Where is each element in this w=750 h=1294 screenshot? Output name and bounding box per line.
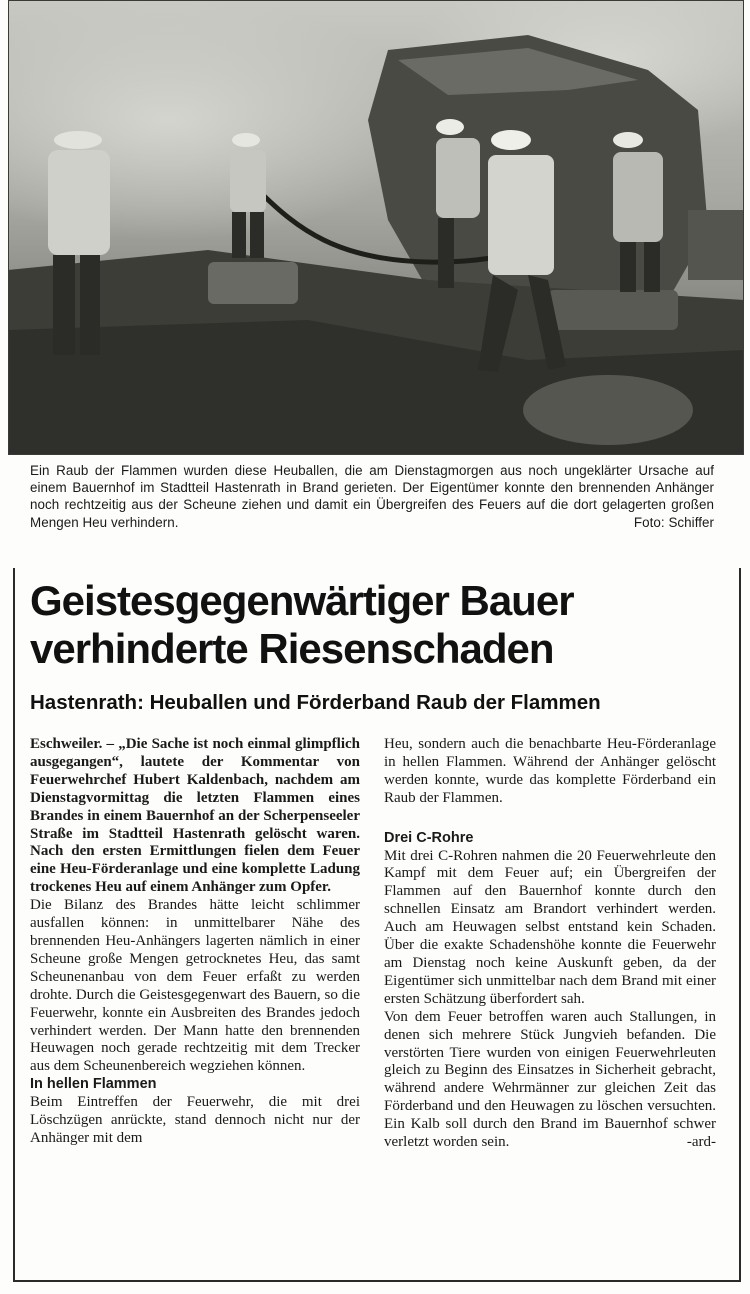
firefighters-hay-fire-image <box>8 0 744 455</box>
article-lead: Eschweiler. – „Die Sache ist noch einmal glimpflich ausgegangen“, lautete der Kommentar von Feuerwehrchef Hubert Kaldenbach, nachdem am Dienstagvormittag die letzten Flammen eines Brandes in einem Bauernhof an der Scherpenseeler Straße im Stadtteil Hastenrath gelöscht waren. Nach den ersten Ermittlungen fielen dem Feuer eine Heu-Förderanlage und eine komplette Ladung trockenes Heu auf einem Anhänger zum Opfer. <box>30 736 360 896</box>
photo-caption <box>30 462 714 531</box>
article-paragraph: Heu, sondern auch die benachbarte Heu-Förderanlage in hellen Flammen. Während der Anhänger gelöscht werden konnte, wurde das komplette Förderband ein Raub der Flammen. <box>384 736 716 806</box>
article-column-left <box>30 736 360 1276</box>
headline: Geistesgegenwärtiger Bauer verhinderte Riesenschaden <box>30 577 574 672</box>
article-paragraph: Mit drei C-Rohren nahmen die 20 Feuerwehrleute den Kampf mit dem Feuer auf; ein Übergreifen der Flammen auf den Bauernhof konnte durch den schnellen Einsatz am Brandort verhindert werden. Auch am Heuwagen selbst entstand kein Schaden. Über die exakte Schadenshöhe konnte die Feuerwehr am Dienstag noch keine Auskunft geben, da der Eigentümer sich unmittelbar nach dem Brand mit einer ersten Schätzung überfordert sah. <box>384 847 716 1007</box>
fire-photo <box>8 0 744 455</box>
article-paragraph: Die Bilanz des Brandes hätte leicht schlimmer ausfallen können: in unmittelbarer Nähe des brennenden Heu-Anhängers lagerten nämlich in einer Scheune große Mengen getrocknetes Heu, das samt Scheunenanbau von dem Feuer erfaßt zu werden drohte. Durch die Geistesgegenwart des Bauern, so die Feuerwehr, konnte ein Ausbreiten des Brandes jedoch verhindert werden. Der Mann hatte den brennenden Heuwagen noch gerade rechtzeitig mit dem Trecker aus dem Scheunenbereich wegziehen können. <box>30 897 360 1075</box>
article-column-right <box>384 736 716 1276</box>
section-heading: Drei C-Rohre <box>384 829 474 846</box>
author-signature: -ard- <box>686 1134 716 1151</box>
article-paragraph: Beim Eintreffen der Feuerwehr, die mit drei Löschzügen anrückte, stand dennoch nicht nur der Anhänger mit dem <box>30 1094 360 1146</box>
article-paragraph: Von dem Feuer betroffen waren auch Stallungen, in denen sich mehrere Stück Jungvieh befanden. Die verstörten Tiere wurden von einigen Feuerwehrleuten gleich zu Beginn des Einsatzes in Sicherheit gebracht, während andere Wehrmänner zur gleichen Zeit das Förderband und den Heuwagen zu löschen versuchten. Ein Kalb soll durch den Brand im Bauernhof schwer verletzt worden sein. <box>384 1008 716 1151</box>
photo-credit: Foto: Schiffer <box>633 514 714 530</box>
section-heading: In hellen Flammen <box>30 1076 157 1093</box>
subheadline: Hastenrath: Heuballen und Förderband Raub der Flammen <box>30 691 601 714</box>
caption-text: Ein Raub der Flammen wurden diese Heuballen, die am Dienstagmorgen aus noch ungeklärter Ursache auf einem Bauernhof im Stadtteil Hastenrath in Brand gerieten. Der Eigentümer konnte den brennenden Anhänger noch rechtzeitig aus der Scheune ziehen und damit ein Übergreifen des Feuers auf die dort gelagerten großen Mengen Heu verhindern. <box>30 463 714 530</box>
